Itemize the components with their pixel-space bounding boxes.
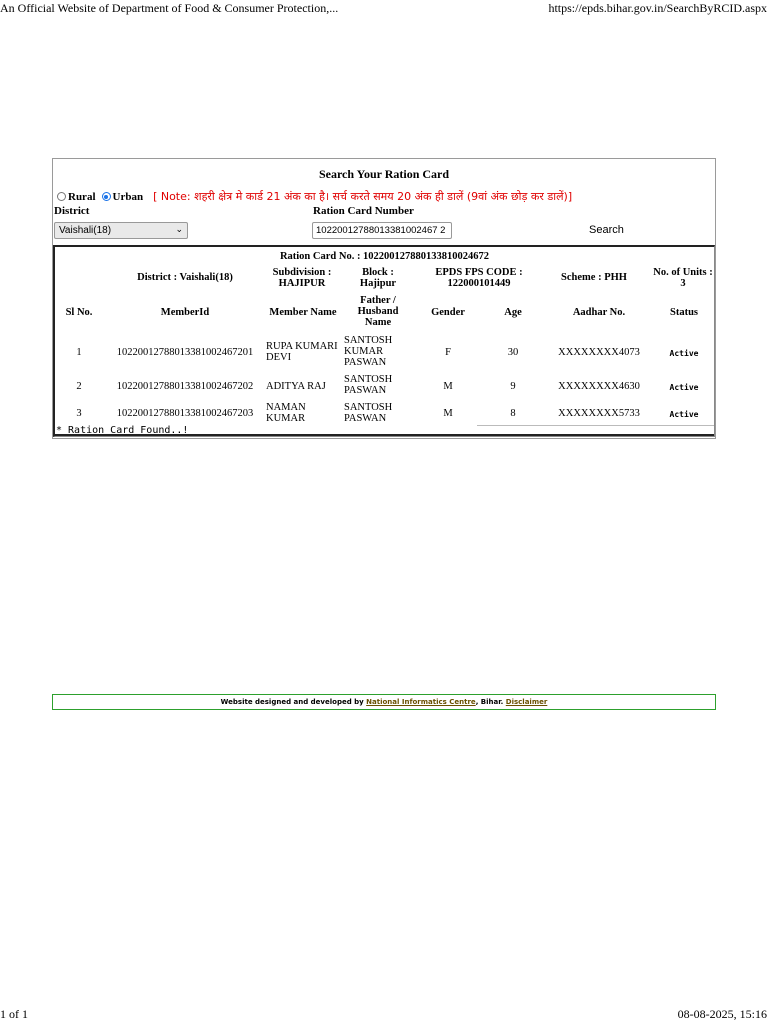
ration-card-input[interactable]	[312, 222, 452, 239]
print-footer	[0, 1008, 768, 1024]
table-row-1-member-id: 10220012788013381002467201	[116, 347, 254, 358]
site-footer	[52, 694, 716, 710]
table-row-2-father: SANTOSH PASWAN	[344, 374, 393, 396]
rural-radio[interactable]	[57, 192, 66, 201]
page-title: Search Your Ration Card	[318, 167, 450, 181]
table-row-1-name: RUPA KUMARI DEVI	[266, 341, 338, 363]
table-row-2-gender: M	[443, 381, 453, 392]
print-title: An Official Website of Department of Food & Consumer Protection,...	[0, 1, 339, 15]
ration-card-label: Ration Card Number	[313, 205, 414, 217]
col-gender: Gender	[431, 307, 465, 318]
ration-card-no: Ration Card No. : 102200127880133810024672	[279, 251, 490, 262]
block-info: Block : Hajipur	[359, 267, 397, 289]
table-row-1-sl: 1	[76, 347, 82, 358]
footer-middle: , Bihar.	[475, 698, 504, 706]
table-row-1-status: Active	[669, 349, 699, 358]
table-row-3-age: 8	[510, 408, 516, 419]
table-row-2-sl: 2	[76, 381, 82, 392]
table-row-2-status: Active	[669, 383, 699, 392]
table-row-3-father: SANTOSH PASWAN	[344, 402, 393, 424]
chevron-down-icon: ⌄	[175, 224, 183, 234]
district-select[interactable]	[54, 222, 188, 239]
result-table	[53, 245, 715, 437]
table-row-2-name: ADITYA RAJ	[266, 381, 326, 392]
col-member-name: Member Name	[269, 307, 337, 318]
rural-label: Rural	[68, 190, 96, 203]
epds-fps-code: EPDS FPS CODE : 122000101449	[435, 267, 523, 289]
table-row-2-member-id: 10220012788013381002467202	[116, 381, 254, 392]
table-row-1-father: SANTOSH KUMAR PASWAN	[344, 335, 393, 368]
urban-option[interactable]	[102, 191, 144, 203]
table-row-1-age: 30	[507, 347, 519, 358]
urban-note: [ Note: शहरी क्षेत्र मे कार्ड 21 अंक का है। सर्च करते समय 20 अंक ही डालें (9वां अंक छोड़ कर डालें)]	[153, 190, 573, 203]
urban-label: Urban	[112, 190, 144, 203]
search-panel	[52, 158, 716, 439]
scheme-info: Scheme : PHH	[561, 272, 627, 283]
ration-card-input-value: 10220012788013381002467 2	[316, 225, 446, 236]
col-age: Age	[504, 307, 522, 318]
area-selector	[57, 189, 572, 204]
nic-link[interactable]: National Informatics Centre	[366, 698, 476, 706]
table-row-3-sl: 3	[76, 408, 82, 419]
print-url: https://epds.bihar.gov.in/SearchByRCID.aspx	[548, 1, 767, 15]
col-aadhar: Aadhar No.	[572, 307, 626, 318]
result-bottom-border	[55, 424, 714, 436]
print-header	[0, 0, 768, 16]
table-row-2-age: 9	[510, 381, 516, 392]
table-row-1-gender: F	[445, 347, 451, 358]
subdivision-info: Subdivision : HAJIPUR	[272, 267, 332, 289]
found-message: * Ration Card Found..!	[56, 425, 189, 436]
table-row-3-member-id: 10220012788013381002467203	[116, 408, 254, 419]
col-member-id: MemberId	[160, 307, 210, 318]
disclaimer-link[interactable]: Disclaimer	[505, 698, 548, 706]
table-row-3-name: NAMAN KUMAR	[266, 402, 306, 424]
table-row-3-aadhar: XXXXXXXX5733	[558, 408, 640, 419]
table-row-3-status: Active	[669, 410, 699, 419]
district-select-value: Vaishali(18)	[59, 225, 112, 236]
col-father-name: Father / Husband Name	[357, 295, 399, 328]
district-info: District : Vaishali(18)	[137, 272, 233, 283]
page-number: 1 of 1	[0, 1007, 28, 1021]
search-button[interactable]: Search	[589, 224, 624, 236]
table-row-2-aadhar: XXXXXXXX4630	[558, 381, 640, 392]
units-info: No. of Units : 3	[653, 267, 713, 289]
col-status: Status	[669, 307, 698, 318]
urban-radio[interactable]	[102, 192, 111, 201]
table-row-3-gender: M	[443, 408, 453, 419]
district-label: District	[54, 205, 90, 217]
col-sl-no: Sl No.	[65, 307, 93, 318]
footer-prefix: Website designed and developed by	[220, 698, 364, 706]
rural-option[interactable]	[57, 191, 96, 203]
print-datetime: 08-08-2025, 15:16	[677, 1007, 767, 1021]
table-row-1-aadhar: XXXXXXXX4073	[558, 347, 640, 358]
